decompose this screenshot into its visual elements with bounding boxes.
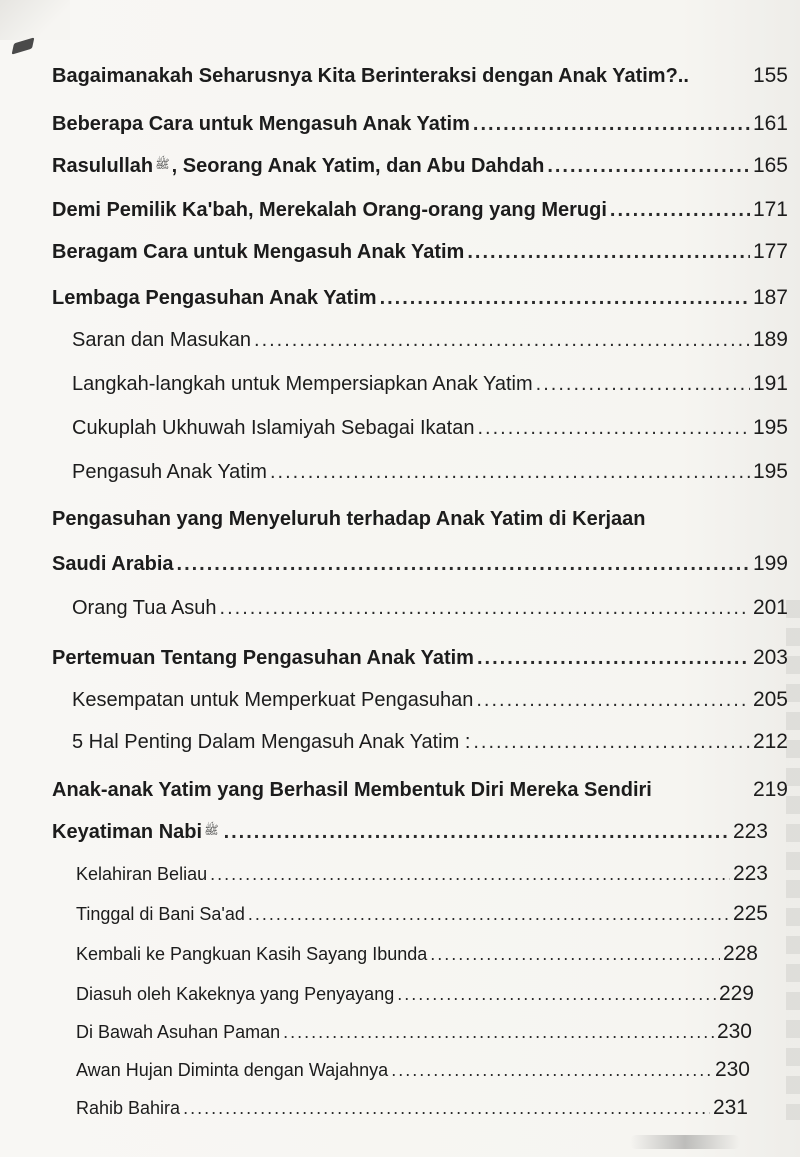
honorific-symbol: ﷺ — [204, 823, 219, 837]
toc-entry-title-part: Rasulullah — [52, 155, 154, 177]
toc-entry[interactable] — [52, 198, 788, 222]
toc-entry-title: Kembali ke Pangkuan Kasih Sayang Ibunda — [76, 944, 428, 964]
dot-leader — [476, 689, 750, 712]
toc-entry-title: Orang Tua Asuh — [72, 597, 217, 619]
toc-entry-page: 195 — [752, 416, 788, 439]
dot-leader — [248, 904, 730, 925]
toc-entry-page: 223 — [732, 862, 768, 885]
toc-entry-page: 199 — [752, 552, 788, 575]
toc-entry[interactable] — [52, 646, 788, 670]
toc-entry-title: Lembaga Pengasuhan Anak Yatim — [52, 287, 377, 309]
dot-leader — [283, 1022, 714, 1043]
toc-entry-title-line1[interactable]: Pengasuhan yang Menyeluruh terhadap Anak Yatim di Kerjaan — [52, 508, 646, 530]
toc-entry-page: 203 — [752, 646, 788, 669]
toc-entry-title: Demi Pemilik Ka'bah, Merekalah Orang-orang yang Merugi — [52, 199, 607, 221]
toc-entry-page: 230 — [714, 1058, 750, 1081]
dot-leader — [380, 287, 750, 310]
toc-entry[interactable] — [52, 240, 788, 264]
toc-entry-page: 205 — [752, 688, 788, 711]
toc-entry-page: 229 — [718, 982, 754, 1005]
toc-entry-page: 231 — [712, 1096, 748, 1119]
toc-subentry[interactable] — [72, 416, 788, 440]
toc-subentry[interactable] — [76, 1096, 748, 1120]
toc-entry-page: 195 — [752, 460, 788, 483]
toc-entry-title: Beberapa Cara untuk Mengasuh Anak Yatim — [52, 113, 470, 135]
toc-entry-page: 189 — [752, 328, 788, 351]
toc-entry-page: 161 — [752, 112, 788, 135]
toc-subentry[interactable] — [72, 730, 788, 754]
toc-entry[interactable] — [52, 778, 788, 802]
toc-entry-page: 219 — [752, 778, 788, 801]
toc-entry-page: 165 — [752, 154, 788, 177]
toc-entry-page: 187 — [752, 286, 788, 309]
toc-entry-title-part: Keyatiman Nabi — [52, 821, 203, 843]
toc-subentry[interactable] — [76, 942, 758, 966]
dot-leader — [536, 373, 750, 396]
dot-leader — [220, 597, 750, 620]
toc-subentry[interactable] — [72, 372, 788, 396]
toc-subentry[interactable] — [72, 328, 788, 352]
toc-entry-title: Cukuplah Ukhuwah Islamiyah Sebagai Ikatan — [72, 417, 475, 439]
toc-entry[interactable] — [52, 112, 788, 136]
toc-subentry[interactable] — [72, 688, 788, 712]
toc-entry-title: Saudi Arabia — [52, 553, 174, 575]
toc-entry-title: Pengasuh Anak Yatim — [72, 461, 267, 483]
toc-entry-title: Pertemuan Tentang Pengasuhan Anak Yatim — [52, 647, 474, 669]
toc-subentry[interactable] — [76, 902, 768, 926]
toc-entry-title-part: , Seorang Anak Yatim, dan Abu Dahdah — [171, 155, 545, 177]
toc-subentry[interactable] — [76, 862, 768, 886]
toc-entry-title: Di Bawah Asuhan Paman — [76, 1022, 281, 1042]
toc-entry-title: Anak-anak Yatim yang Berhasil Membentuk Diri Mereka Sendiri — [52, 779, 652, 801]
toc-entry-page: 201 — [752, 596, 788, 619]
dot-leader — [430, 944, 720, 965]
toc-entry-title: Kesempatan untuk Memperkuat Pengasuhan — [72, 689, 474, 711]
toc-entry-page: 212 — [752, 730, 788, 753]
toc-entry-page: 230 — [716, 1020, 752, 1043]
dot-leader — [473, 731, 750, 754]
toc-entry-title: Bagaimanakah Seharusnya Kita Berinteraksi dengan Anak Yatim?.. — [52, 65, 689, 87]
toc-entry-title — [52, 821, 221, 844]
toc-subentry[interactable] — [76, 982, 754, 1006]
toc-entry-title: Rahib Bahira — [76, 1098, 181, 1118]
dot-leader — [610, 199, 750, 222]
toc-entry[interactable] — [52, 820, 768, 844]
toc-subentry[interactable] — [72, 596, 788, 620]
dot-leader — [473, 113, 750, 136]
dot-leader — [477, 647, 750, 670]
toc-subentry[interactable] — [72, 460, 788, 484]
dot-leader — [183, 1098, 710, 1119]
toc-entry-page: 223 — [732, 820, 768, 843]
toc-entry-page: 155 — [752, 64, 788, 87]
toc-entry-title: 5 Hal Penting Dalam Mengasuh Anak Yatim : — [72, 731, 471, 753]
toc-entry[interactable] — [52, 64, 788, 88]
toc-entry-title: Awan Hujan Diminta dengan Wajahnya — [76, 1060, 389, 1080]
toc-entry[interactable] — [52, 286, 788, 310]
toc-entry-page: 225 — [732, 902, 768, 925]
toc-entry[interactable] — [52, 552, 788, 576]
toc-entry-title: Diasuh oleh Kakeknya yang Penyayang — [76, 984, 395, 1004]
toc-entry-title: Tinggal di Bani Sa'ad — [76, 904, 245, 924]
dot-leader — [477, 417, 749, 440]
toc-entry-title: Saran dan Masukan — [72, 329, 252, 351]
toc-entry[interactable] — [52, 154, 788, 178]
dot-leader — [210, 864, 730, 885]
dot-leader — [397, 984, 716, 1005]
dot-leader — [270, 461, 750, 484]
toc-entry-title: Kelahiran Beliau — [76, 864, 208, 884]
dot-leader — [467, 241, 750, 264]
toc-subentry[interactable] — [76, 1020, 752, 1044]
toc-subentry[interactable] — [76, 1058, 750, 1082]
toc-entry-title — [52, 155, 544, 178]
dot-leader — [224, 821, 730, 844]
toc-entry-page: 177 — [752, 240, 788, 263]
dot-leader — [177, 553, 750, 576]
dot-leader — [547, 155, 750, 178]
toc-entry-page: 171 — [752, 198, 788, 221]
toc-entry-page: 191 — [752, 372, 788, 395]
honorific-symbol: ﷺ — [155, 157, 170, 171]
dot-leader — [391, 1060, 712, 1081]
dot-leader — [254, 329, 750, 352]
toc-entry-title: Beragam Cara untuk Mengasuh Anak Yatim — [52, 241, 465, 263]
toc-entry-page: 228 — [722, 942, 758, 965]
toc-entry-title: Langkah-langkah untuk Mempersiapkan Anak Yatim — [72, 373, 533, 395]
